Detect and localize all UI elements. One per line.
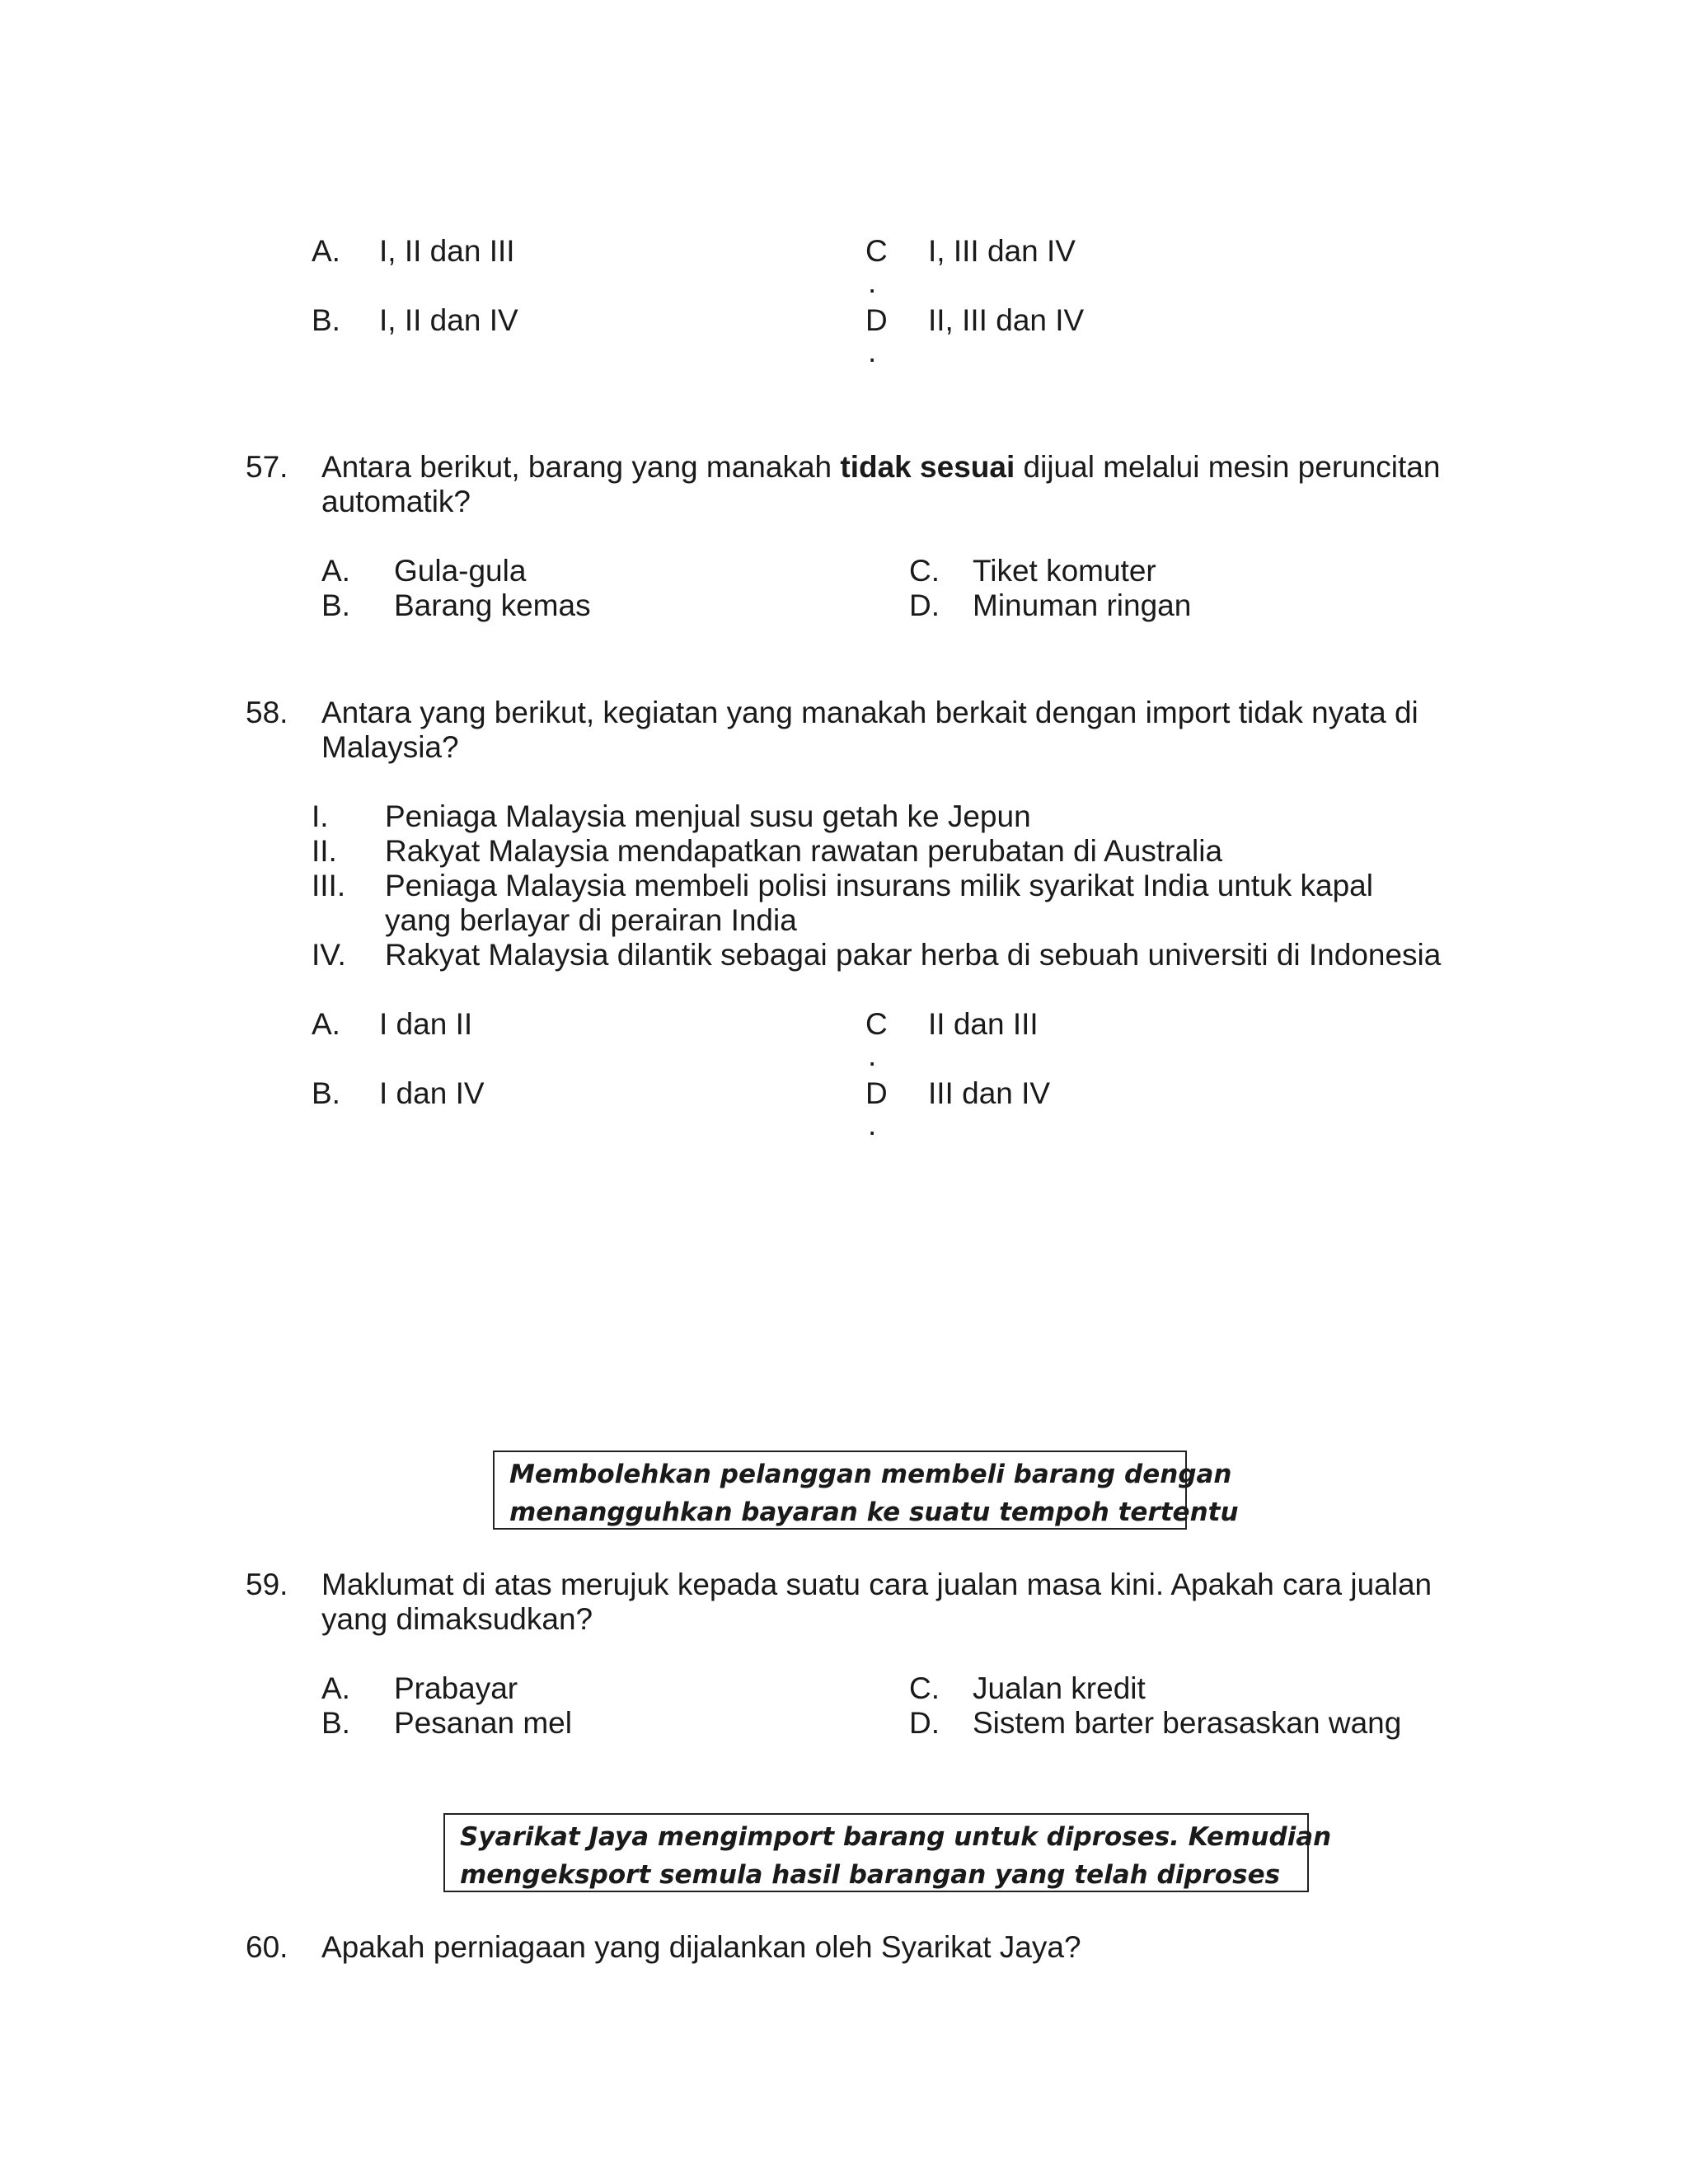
option-letter: A. [321, 1671, 350, 1705]
option-text: I, II dan III [379, 234, 515, 268]
info-box-line: mengeksport semula hasil barangan yang telah diproses [460, 1860, 1281, 1890]
option-text: Barang kemas [394, 588, 591, 622]
question-text: Antara yang berikut, kegiatan yang manakah berkait dengan import tidak nyata di [321, 696, 1418, 729]
question-number: 57. [246, 450, 288, 484]
option-text: II, III dan IV [928, 303, 1085, 337]
option-letter: D. [909, 1706, 940, 1740]
option-text: Tiket komuter [973, 554, 1156, 588]
option-text: II dan III [928, 1007, 1039, 1041]
option-letter: C. [909, 1671, 940, 1705]
option-letter: B. [312, 303, 340, 337]
option-letter: A. [321, 554, 350, 588]
question-text [321, 450, 1440, 485]
info-box-syarikat-jaya [443, 1813, 1332, 1892]
statement-numeral: IV. [312, 938, 346, 972]
option-letter: D [865, 1076, 888, 1110]
statement-text: Rakyat Malaysia mendapatkan rawatan perubatan di Australia [385, 834, 1223, 868]
option-dot: . [868, 265, 877, 299]
option-text: I, II dan IV [379, 303, 518, 337]
info-box-credit [493, 1451, 1239, 1530]
statement-text: Peniaga Malaysia membeli polisi insurans milik syarikat India untuk kapal [385, 869, 1373, 902]
question-text-line2: yang dimaksudkan? [321, 1602, 593, 1636]
option-letter: B. [321, 1706, 350, 1740]
question-text: Maklumat di atas merujuk kepada suatu cara jualan masa kini. Apakah cara jualan [321, 1568, 1432, 1601]
option-text: Gula-gula [394, 554, 527, 588]
option-text: Pesanan mel [394, 1706, 572, 1740]
statement-text: Peniaga Malaysia menjual susu getah ke Jepun [385, 799, 1031, 833]
info-box-line: menangguhkan bayaran ke suatu tempoh tertentu [509, 1497, 1239, 1527]
statement-numeral: III. [312, 869, 346, 902]
option-text: Prabayar [394, 1671, 518, 1705]
option-text: I dan II [379, 1007, 473, 1041]
option-text: I dan IV [379, 1076, 485, 1110]
option-letter: A. [312, 1007, 340, 1041]
question-number: 58. [246, 696, 288, 729]
option-dot: . [868, 1038, 877, 1072]
option-letter: D [865, 303, 888, 337]
statement-numeral: II. [312, 834, 337, 868]
info-box-line: Membolehkan pelanggan membeli barang dengan [509, 1460, 1232, 1489]
option-dot: . [868, 335, 877, 368]
question-text-part: Antara berikut, barang yang manakah [321, 450, 841, 484]
option-letter: B. [321, 588, 350, 622]
question-emphasis: tidak sesuai [840, 450, 1015, 484]
option-letter: C [865, 1007, 888, 1041]
option-letter: D. [909, 588, 940, 622]
option-letter: C [865, 234, 888, 268]
question-text-line2: automatik? [321, 485, 471, 518]
option-letter: C. [909, 554, 940, 588]
option-text: Jualan kredit [973, 1671, 1146, 1705]
question-text-part: dijual melalui mesin peruncitan [1015, 450, 1441, 484]
statement-text: Rakyat Malaysia dilantik sebagai pakar herba di sebuah universiti di Indonesia [385, 938, 1442, 972]
question-number: 60. [246, 1930, 288, 1964]
option-text: Sistem barter berasaskan wang [973, 1706, 1402, 1740]
question-text-line2: Malaysia? [321, 730, 459, 764]
statement-numeral: I. [312, 799, 329, 833]
option-letter: A. [312, 234, 340, 268]
option-text: I, III dan IV [928, 234, 1076, 268]
option-text: Minuman ringan [973, 588, 1192, 622]
option-letter: B. [312, 1076, 340, 1110]
question-number: 59. [246, 1568, 288, 1601]
option-text: III dan IV [928, 1076, 1051, 1110]
question-text: Apakah perniagaan yang dijalankan oleh Syarikat Jaya? [321, 1930, 1081, 1964]
statement-text: yang berlayar di perairan India [385, 903, 797, 937]
info-box-line: Syarikat Jaya mengimport barang untuk diproses. Kemudian [460, 1822, 1332, 1852]
option-dot: . [868, 1108, 877, 1141]
